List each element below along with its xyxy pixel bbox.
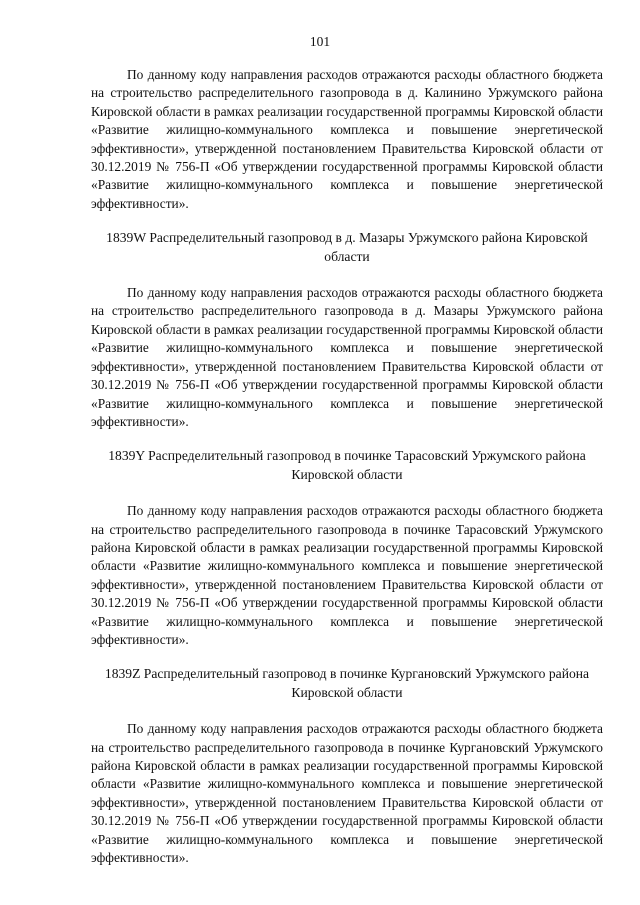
paragraph-kalinino: По данному коду направления расходов отражаются расходы областного бюджета на строительство распределительного газопровода в д. Калинино Уржумского района Кировской области в рамках реализации государственной программы Кировской области «Развитие жилищно-коммунального комплекса и повышение энергетической эффективности», утвержденной постановлением Правительства Кировской области от 30.12.2019 № 756-П «Об утверждении государственной программы Кировской области «Развитие жилищно-коммунального комплекса и повышение энергетической эффективности». bbox=[91, 67, 603, 211]
paragraph-tarasovsky: По данному коду направления расходов отражаются расходы областного бюджета на строительство распределительного газопровода в починке Тарасовский Уржумского района Кировской области в рамках реализации государственной программы Кировской области «Развитие жилищно-коммунального комплекса и повышение энергетической эффективности», утвержденной постановлением Правительства Кировской области от 30.12.2019 № 756-П «Об утверждении государственной программы Кировской области «Развитие жилищно-коммунального комплекса и повышение энергетической эффективности». bbox=[91, 503, 603, 647]
section-heading-1839z: 1839Z Распределительный газопровод в починке Кургановский Уржумского района Кировской области bbox=[104, 666, 590, 700]
paragraph-mazary: По данному коду направления расходов отражаются расходы областного бюджета на строительство распределительного газопровода в д. Мазары Уржумского района Кировской области в рамках реализации государственной программы Кировской области «Развитие жилищно-коммунального комплекса и повышение энергетической эффективности», утвержденной постановлением Правительства Кировской области от 30.12.2019 № 756-П «Об утверждении государственной программы Кировской области «Развитие жилищно-коммунального комплекса и повышение энергетической эффективности». bbox=[91, 285, 603, 429]
section-heading-1839w: 1839W Распределительный газопровод в д. Мазары Уржумского района Кировской области bbox=[106, 230, 588, 264]
document-body bbox=[91, 66, 603, 867]
page-number: 101 bbox=[309, 34, 331, 49]
paragraph-kurganovsky: По данному коду направления расходов отражаются расходы областного бюджета на строительство распределительного газопровода в починке Кургановский Уржумского района Кировской области в рамках реализации государственной программы Кировской области «Развитие жилищно-коммунального комплекса и повышение энергетической эффективности», утвержденной постановлением Правительства Кировской области от 30.12.2019 № 756-П «Об утверждении государственной программы Кировской области «Развитие жилищно-коммунального комплекса и повышение энергетической эффективности». bbox=[91, 721, 603, 866]
section-heading-1839y: 1839Y Распределительный газопровод в починке Тарасовский Уржумского района Кировской области bbox=[108, 448, 586, 482]
